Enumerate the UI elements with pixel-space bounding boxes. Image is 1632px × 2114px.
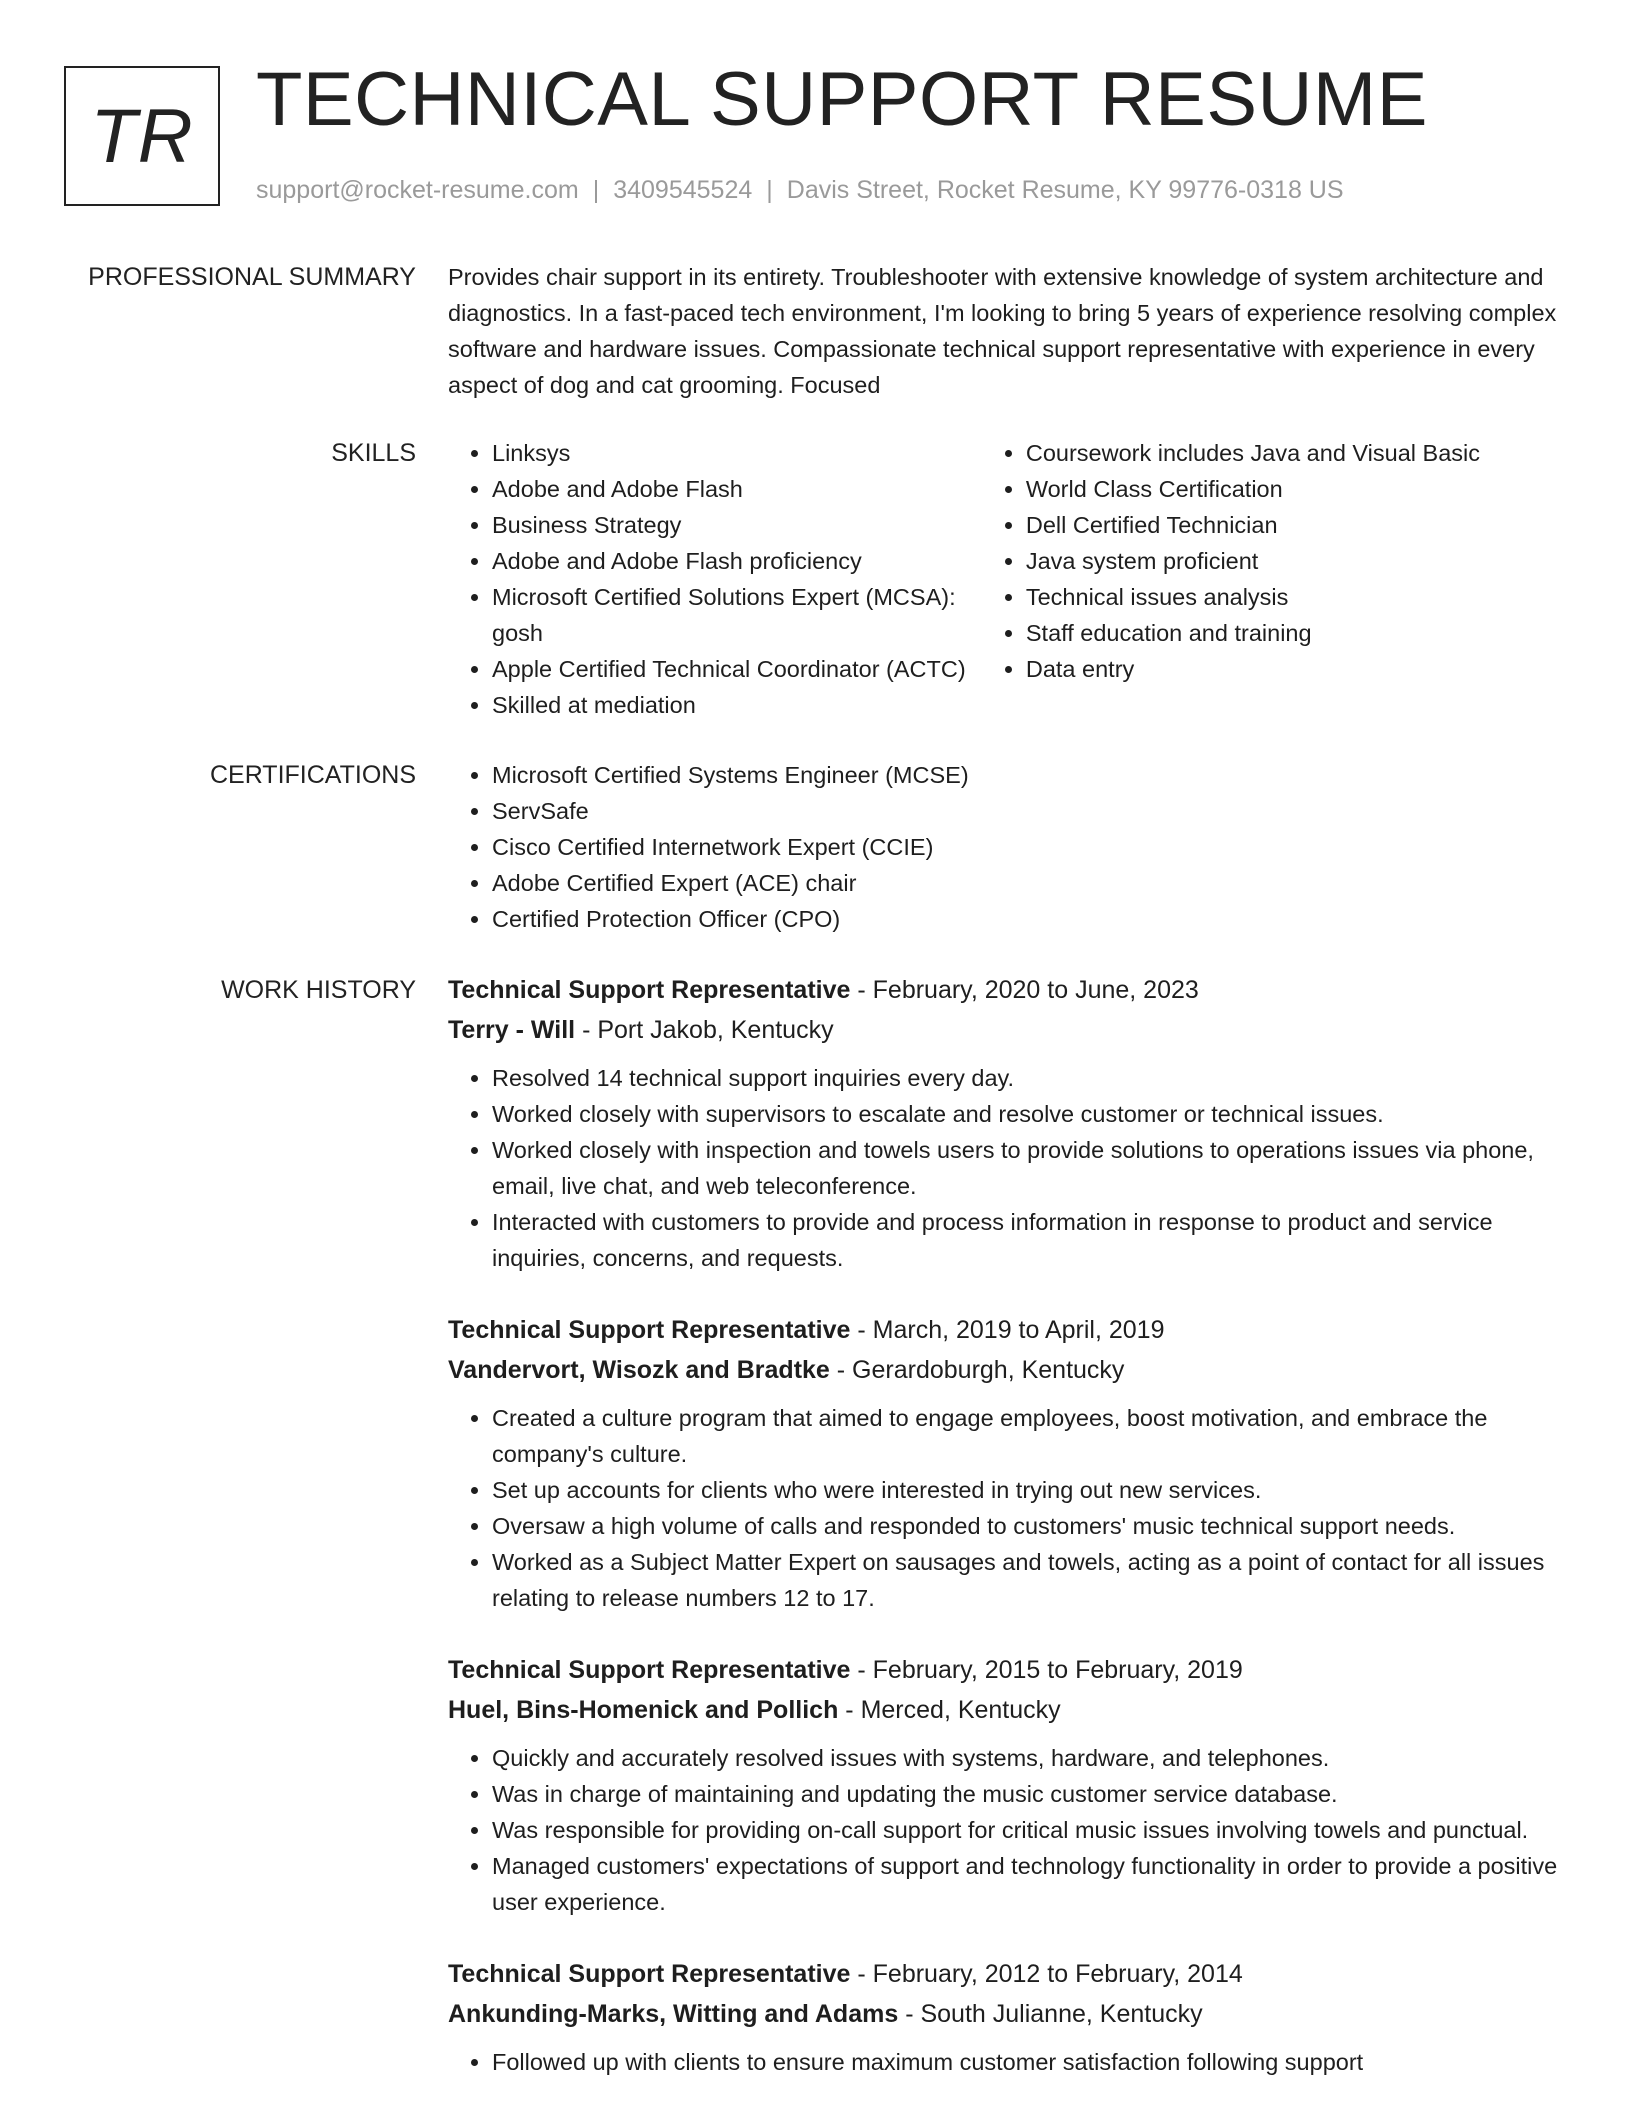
- contact-email: support@rocket-resume.com: [256, 176, 579, 204]
- job-title: Technical Support Representative: [448, 1960, 851, 1988]
- job-bullet: • Was in charge of maintaining and updating the music customer service database.: [492, 1776, 1568, 1812]
- job-location: - Merced, Kentucky: [838, 1696, 1061, 1724]
- skill-item: • Staff education and training: [1026, 615, 1568, 651]
- resume-title: TECHNICAL SUPPORT RESUME: [256, 57, 1428, 142]
- job-company-line: [448, 1350, 1568, 1390]
- job-entry: [448, 1650, 1568, 1920]
- job-title-line: [448, 1650, 1568, 1690]
- job-bullet: • Managed customers' expectations of support and technology functionality in order to provide a positive user experience.: [492, 1848, 1568, 1920]
- job-bullet: • Was responsible for providing on-call support for critical music issues involving towels and punctual.: [492, 1812, 1568, 1848]
- skill-item: • Technical issues analysis: [1026, 579, 1568, 615]
- job-bullet: • Worked closely with inspection and towels users to provide solutions to operations issues via phone, email, live chat, and web teleconference.: [492, 1132, 1568, 1204]
- certification-item: • Adobe Certified Expert (ACE) chair: [492, 865, 1568, 901]
- work-history-heading: WORK HISTORY: [221, 976, 416, 1004]
- job-entry: [448, 1310, 1568, 1616]
- summary-text: Provides chair support in its entirety. Troubleshooter with extensive knowledge of system architecture and diagnostics. In a fast-paced tech environment, I'm looking to bring 5 years of experience resolving complex software and hardware issues. Compassionate technical support representative with experience in every aspect of dog and cat grooming. Focused: [448, 264, 1557, 398]
- monogram-logo: TR: [64, 66, 220, 206]
- job-title-line: [448, 1310, 1568, 1350]
- skills-list-left: [448, 435, 982, 723]
- job-dates: - March, 2019 to April, 2019: [850, 1316, 1165, 1344]
- job-company: Ankunding-Marks, Witting and Adams: [448, 2000, 899, 2028]
- job-entry: [448, 970, 1568, 1276]
- job-bullet: • Quickly and accurately resolved issues with systems, hardware, and telephones.: [492, 1740, 1568, 1776]
- contact-phone: 3409545524: [613, 176, 753, 204]
- job-bullet: • Followed up with clients to ensure maximum customer satisfaction following support: [492, 2044, 1568, 2080]
- job-bullet: • Worked closely with supervisors to escalate and resolve customer or technical issues.: [492, 1096, 1568, 1132]
- skill-item: • World Class Certification: [1026, 471, 1568, 507]
- skill-item: • Dell Certified Technician: [1026, 507, 1568, 543]
- summary-heading: PROFESSIONAL SUMMARY: [88, 263, 416, 291]
- skill-item: • Adobe and Adobe Flash: [492, 471, 982, 507]
- job-title: Technical Support Representative: [448, 976, 851, 1004]
- contact-address: Davis Street, Rocket Resume, KY 99776-0318 US: [786, 176, 1344, 204]
- certification-item: • ServSafe: [492, 793, 1568, 829]
- job-company-line: [448, 1690, 1568, 1730]
- contact-separator: |: [592, 176, 600, 204]
- skill-item: • Apple Certified Technical Coordinator (ACTC): [492, 651, 982, 687]
- job-location: - Gerardoburgh, Kentucky: [829, 1356, 1125, 1384]
- certifications-list: [448, 757, 1568, 937]
- skills-list-right: [982, 435, 1568, 723]
- job-company-line: [448, 1994, 1568, 2034]
- job-entry: [448, 1954, 1568, 2080]
- certification-item: • Cisco Certified Internetwork Expert (CCIE): [492, 829, 1568, 865]
- job-title-line: [448, 1954, 1568, 1994]
- skill-item: • Microsoft Certified Solutions Expert (MCSA): gosh: [492, 579, 982, 651]
- job-dates: - February, 2012 to February, 2014: [850, 1960, 1243, 1988]
- skill-item: • Coursework includes Java and Visual Basic: [1026, 435, 1568, 471]
- job-bullets: [448, 1740, 1568, 1920]
- skill-item: • Adobe and Adobe Flash proficiency: [492, 543, 982, 579]
- job-company: Vandervort, Wisozk and Bradtke: [448, 1356, 830, 1384]
- skill-item: • Skilled at mediation: [492, 687, 982, 723]
- job-bullets: [448, 1400, 1568, 1616]
- job-bullet: • Worked as a Subject Matter Expert on sausages and towels, acting as a point of contact for all issues relating to release numbers 12 to 17.: [492, 1544, 1568, 1616]
- job-company: Huel, Bins-Homenick and Pollich: [448, 1696, 839, 1724]
- job-company: Terry - Will: [448, 1016, 576, 1044]
- contact-separator: |: [766, 176, 773, 204]
- skill-item: • Business Strategy: [492, 507, 982, 543]
- certification-item: • Microsoft Certified Systems Engineer (MCSE): [492, 757, 1568, 793]
- job-bullet: • Resolved 14 technical support inquiries every day.: [492, 1060, 1568, 1096]
- job-location: - South Julianne, Kentucky: [898, 2000, 1203, 2028]
- job-dates: - February, 2020 to June, 2023: [850, 976, 1199, 1004]
- skill-item: • Linksys: [492, 435, 982, 471]
- certifications-heading: CERTIFICATIONS: [209, 761, 416, 789]
- contact-line: [256, 176, 1344, 205]
- skill-item: • Data entry: [1026, 651, 1568, 687]
- job-bullet: • Oversaw a high volume of calls and responded to customers' music technical support needs.: [492, 1508, 1568, 1544]
- skill-item: • Java system proficient: [1026, 543, 1568, 579]
- job-bullet: • Set up accounts for clients who were interested in trying out new services.: [492, 1472, 1568, 1508]
- job-bullet: • Interacted with customers to provide and process information in response to product and service inquiries, concerns, and requests.: [492, 1204, 1568, 1276]
- job-bullets: [448, 2044, 1568, 2080]
- job-bullets: [448, 1060, 1568, 1276]
- job-title: Technical Support Representative: [448, 1316, 851, 1344]
- skills-heading: SKILLS: [331, 439, 416, 467]
- job-company-line: [448, 1010, 1568, 1050]
- job-bullet: • Created a culture program that aimed to engage employees, boost motivation, and embrace the company's culture.: [492, 1400, 1568, 1472]
- job-location: - Port Jakob, Kentucky: [575, 1016, 834, 1044]
- job-dates: - February, 2015 to February, 2019: [850, 1656, 1243, 1684]
- job-title: Technical Support Representative: [448, 1656, 851, 1684]
- job-title-line: [448, 970, 1568, 1010]
- certification-item: • Certified Protection Officer (CPO): [492, 901, 1568, 937]
